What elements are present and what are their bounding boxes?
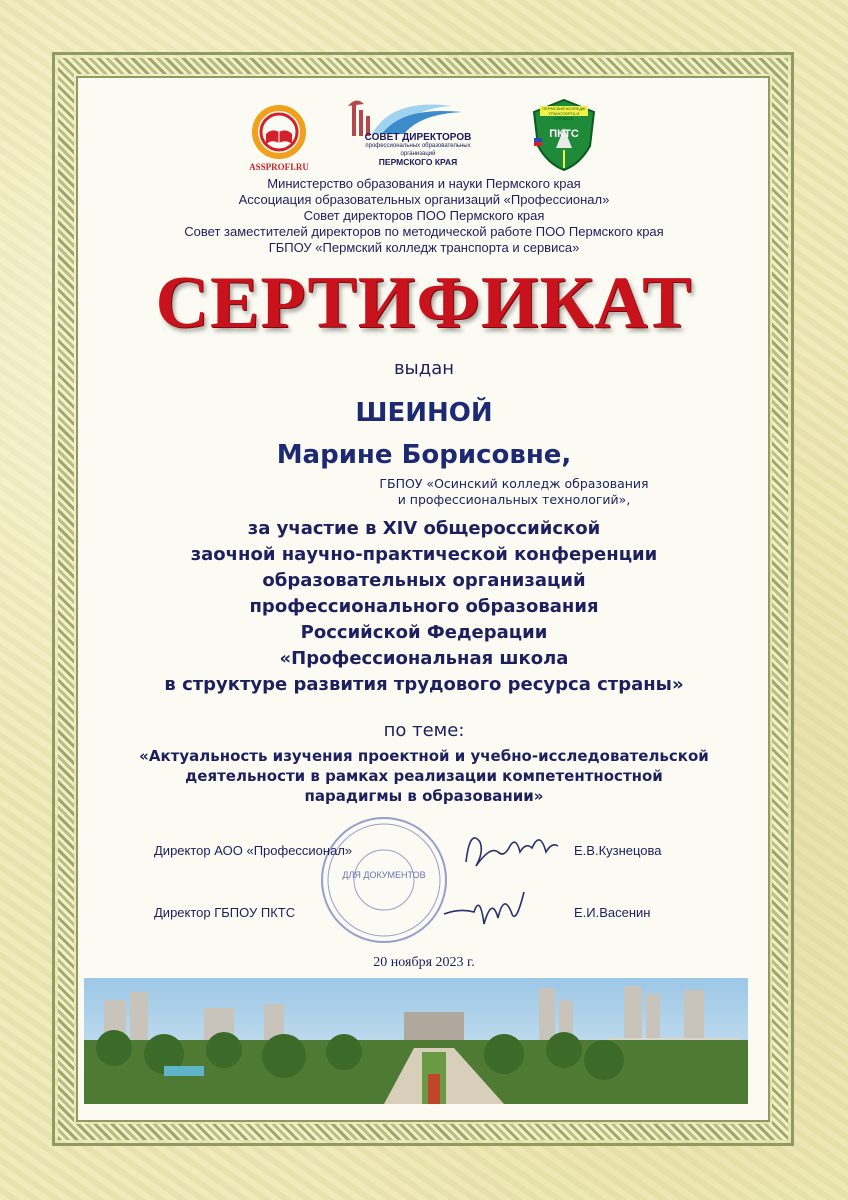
organization-line: Совет директоров ПОО Пермского края [303,208,545,223]
organization-line: Ассоциация образовательных организаций «Профессионал» [238,192,610,207]
assprofi-logo [246,104,312,176]
theme-line: деятельности в рамках реализации компетентностной [185,767,663,785]
organizations-list [100,176,748,256]
theme-text [100,746,748,806]
organization-line: Министерство образования и науки Пермского края [267,176,581,191]
signature-kuznetsova [460,822,570,874]
recipient-name: Марине Борисовне, [276,440,572,470]
recipient-surname: ШЕИНОЙ [355,398,493,428]
sovet-directors-label [356,134,480,166]
recipient-org-line: и профессиональных технологий», [397,492,631,507]
organization-line: Совет заместителей директоров по методической работе ПОО Пермского края [184,224,664,239]
city-panorama-image [84,978,748,1104]
body-line: заочной научно-практической конференции [190,544,658,565]
sovet-label-line1: СОВЕТ ДИРЕКТОРОВ [364,132,472,143]
body-line: за участие в XIV общероссийской [247,518,601,539]
pkts-label: ПКТС [549,128,579,140]
signatory-role-1: Директор АОО «Профессионал» [154,843,353,858]
assprofi-label: ASSPROFI.RU [249,162,309,172]
sovet-directors-logo [342,96,482,172]
body-line: Российской Федерации [300,622,548,643]
official-stamp [318,814,450,946]
theme-line: «Актуальность изучения проектной и учебно-исследовательской [139,747,709,765]
sovet-label-line2: профессиональных образовательных организаций [365,143,471,157]
body-line: «Профессиональная школа [279,648,569,669]
signatory-name-2: Е.И.Васенин [574,905,651,920]
issue-date: 20 ноября 2023 г. [373,955,475,970]
participation-text [100,516,748,698]
body-line: профессионального образования [249,596,599,617]
signatory-name-1: Е.В.Кузнецова [574,843,662,858]
columns-icon [342,96,482,136]
body-line: в структуре развития трудового ресурса страны» [164,674,684,695]
recipient-organization [100,476,748,508]
stamp-text: ДЛЯ ДОКУМЕНТОВ [342,870,426,880]
issued-label: выдан [393,358,455,379]
pkts-top-label: ПЕРМСКИЙ КОЛЛЕДЖ ТРАНСПОРТА И СЕРВИСА [542,106,586,121]
sovet-label-line3: ПЕРМСКОГО КРАЯ [378,157,458,167]
body-line: образовательных организаций [262,570,586,591]
book-icon [246,104,312,164]
signature-vasenin [440,884,530,934]
organization-line: ГБПОУ «Пермский колледж транспорта и сервиса» [268,240,580,255]
pkts-logo [530,98,598,172]
recipient-org-line: ГБПОУ «Осинский колледж образования [379,476,649,491]
signatory-role-2: Директор ГБПОУ ПКТС [154,905,296,920]
theme-line: парадигмы в образовании» [304,787,544,805]
certificate-title: СЕРТИФИКАТ [155,262,693,344]
theme-label: по теме: [383,720,465,741]
